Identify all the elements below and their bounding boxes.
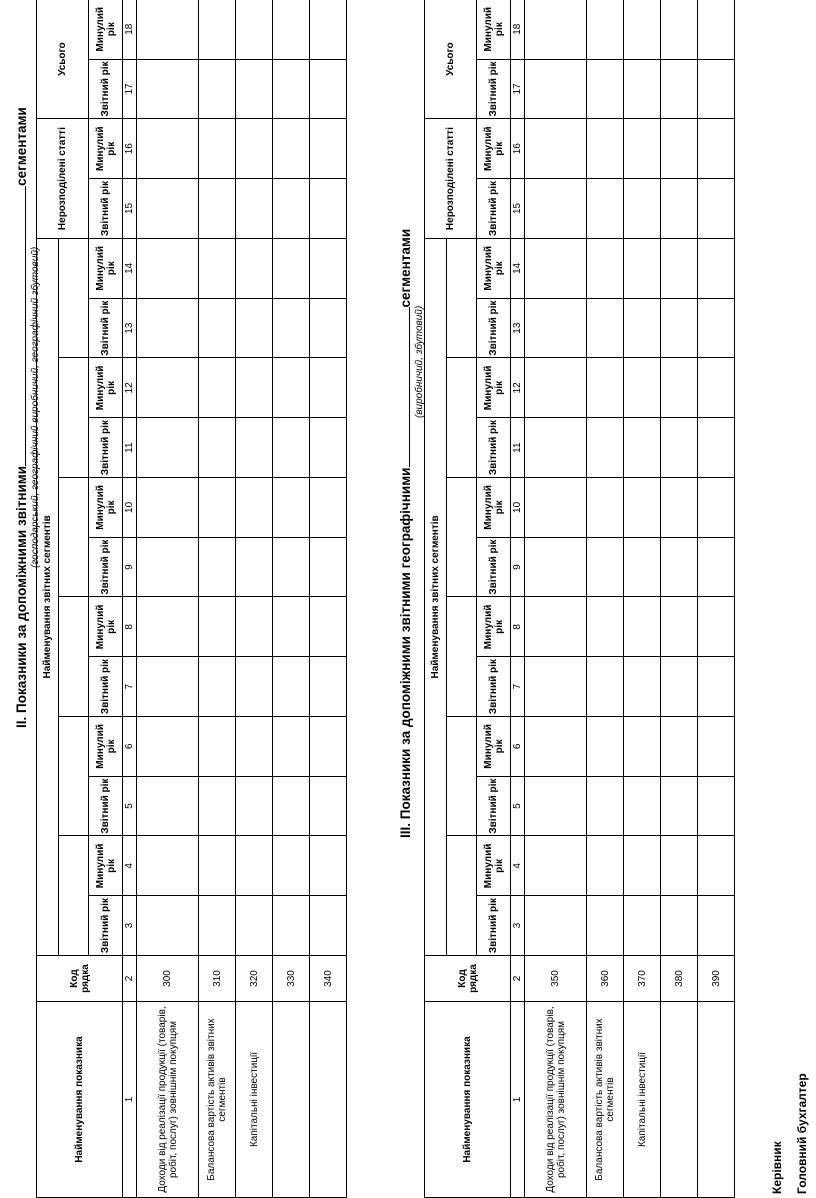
header-reporting-year: Звітний рік [89,418,123,478]
column-number: 12 [511,358,525,418]
segment-group [447,478,477,598]
table-row [661,0,698,1198]
header-previous-year: Минулий рік [89,238,123,298]
row-name: Доходи від реалізації продукції (товарів, робіт, послуг) зовнішнім покупцям [525,1002,587,1198]
segment-group [59,478,89,598]
segment-group [447,238,477,358]
column-number: 8 [511,597,525,657]
header-reporting-year: Звітний рік [477,298,511,358]
header-reporting-year: Звітний рік [89,298,123,358]
column-number: 4 [123,836,137,896]
table-row [587,0,624,1198]
column-number: 7 [511,657,525,717]
column-number: 13 [511,298,525,358]
column-number: 14 [511,238,525,298]
header-previous-year: Минулий рік [89,119,123,179]
row-code: 350 [525,956,587,1002]
header-code: Код рядка [425,956,511,1002]
row-name: Балансова вартість активів звітних сегментів [199,1002,236,1198]
header-code: Код рядка [37,956,123,1002]
header-previous-year: Минулий рік [89,0,123,59]
row-name [661,1002,698,1198]
segment-group [447,836,477,956]
header-name: Найменування показника [425,1002,511,1198]
row-code: 320 [236,956,273,1002]
section2-subtitle: (господарський, географічний виробничий, географічний збутовий) [30,246,41,568]
column-number: 1 [511,1002,525,1198]
row-code: 390 [698,956,735,1002]
table-row [525,0,587,1198]
column-number: 11 [123,418,137,478]
column-number: 10 [123,478,137,538]
header-previous-year: Минулий рік [89,717,123,777]
column-number: 14 [123,238,137,298]
row-code: 310 [199,956,236,1002]
header-previous-year: Минулий рік [89,597,123,657]
header-unallocated: Нерозподілені статті [37,119,89,239]
header-unallocated: Нерозподілені статті [425,119,477,239]
header-reporting-year: Звітний рік [89,896,123,956]
table-row [236,0,273,1198]
column-number: 2 [123,956,137,1002]
row-name: Доходи від реалізації продукції (товарів, робіт, послуг) зовнішнім покупцям [137,1002,199,1198]
header-reporting-year: Звітний рік [477,179,511,239]
segment-group [59,358,89,478]
column-number: 16 [511,119,525,179]
table-row [310,0,347,1198]
header-reporting-year: Звітний рік [89,657,123,717]
header-reporting-year: Звітний рік [89,179,123,239]
accountant-signature-label: Головний бухгалтер [795,1073,809,1194]
header-previous-year: Минулий рік [477,119,511,179]
column-number: 18 [123,0,137,59]
header-reporting-year: Звітний рік [477,418,511,478]
header-reporting-year: Звітний рік [477,896,511,956]
column-number: 10 [511,478,525,538]
column-number: 8 [123,597,137,657]
column-number: 13 [123,298,137,358]
row-code: 340 [310,956,347,1002]
header-reporting-year: Звітний рік [477,657,511,717]
table-row [624,0,661,1198]
section2-title: II. Показники за допоміжними звітнимисегментами [14,107,29,728]
column-number: 5 [511,776,525,836]
segment-group [447,358,477,478]
header-reporting-year: Звітний рік [89,537,123,597]
row-code: 380 [661,956,698,1002]
column-number: 18 [511,0,525,59]
table-row [273,0,310,1198]
section3-title: III. Показники за допоміжними звітними географічнимисегментами [398,228,413,838]
row-name: Капітальні інвестиції [624,1002,661,1198]
column-number: 1 [123,1002,137,1198]
header-segments: Найменування звітних сегментів [425,238,447,955]
row-code: 370 [624,956,661,1002]
column-number: 12 [123,358,137,418]
column-number: 3 [511,896,525,956]
header-reporting-year: Звітний рік [477,59,511,119]
column-number: 3 [123,896,137,956]
header-previous-year: Минулий рік [477,836,511,896]
segment-group [59,238,89,358]
column-number: 5 [123,776,137,836]
header-reporting-year: Звітний рік [477,537,511,597]
header-segments: Найменування звітних сегментів [37,238,59,955]
column-number: 16 [123,119,137,179]
section2-table [36,0,347,1198]
column-number: 17 [123,59,137,119]
header-previous-year: Минулий рік [477,358,511,418]
header-previous-year: Минулий рік [477,478,511,538]
column-number: 15 [123,179,137,239]
column-number: 9 [511,537,525,597]
row-name: Капітальні інвестиції [236,1002,273,1198]
header-total: Усього [37,0,89,119]
table-row [137,0,199,1198]
header-previous-year: Минулий рік [89,836,123,896]
column-number: 2 [511,956,525,1002]
section3-table [424,0,735,1198]
header-reporting-year: Звітний рік [477,776,511,836]
header-previous-year: Минулий рік [89,358,123,418]
row-name [273,1002,310,1198]
header-previous-year: Минулий рік [477,717,511,777]
column-number: 4 [511,836,525,896]
header-reporting-year: Звітний рік [89,776,123,836]
table-row [199,0,236,1198]
column-number: 7 [123,657,137,717]
row-name: Балансова вартість активів звітних сегментів [587,1002,624,1198]
column-number: 9 [123,537,137,597]
header-previous-year: Минулий рік [477,0,511,59]
column-number: 11 [511,418,525,478]
segment-group [59,717,89,837]
header-reporting-year: Звітний рік [89,59,123,119]
header-previous-year: Минулий рік [477,238,511,298]
section3-subtitle: (виробничий, збутовий) [414,305,425,418]
row-code: 300 [137,956,199,1002]
row-code: 360 [587,956,624,1002]
column-number: 6 [511,717,525,777]
row-code: 330 [273,956,310,1002]
header-name: Найменування показника [37,1002,123,1198]
segment-group [447,597,477,717]
header-total: Усього [425,0,477,119]
header-previous-year: Минулий рік [477,597,511,657]
row-name [310,1002,347,1198]
header-previous-year: Минулий рік [89,478,123,538]
row-name [698,1002,735,1198]
table-row [698,0,735,1198]
column-number: 17 [511,59,525,119]
segment-group [59,836,89,956]
segment-group [59,597,89,717]
director-signature-label: Керівник [770,1141,784,1194]
segment-group [447,717,477,837]
column-number: 15 [511,179,525,239]
column-number: 6 [123,717,137,777]
